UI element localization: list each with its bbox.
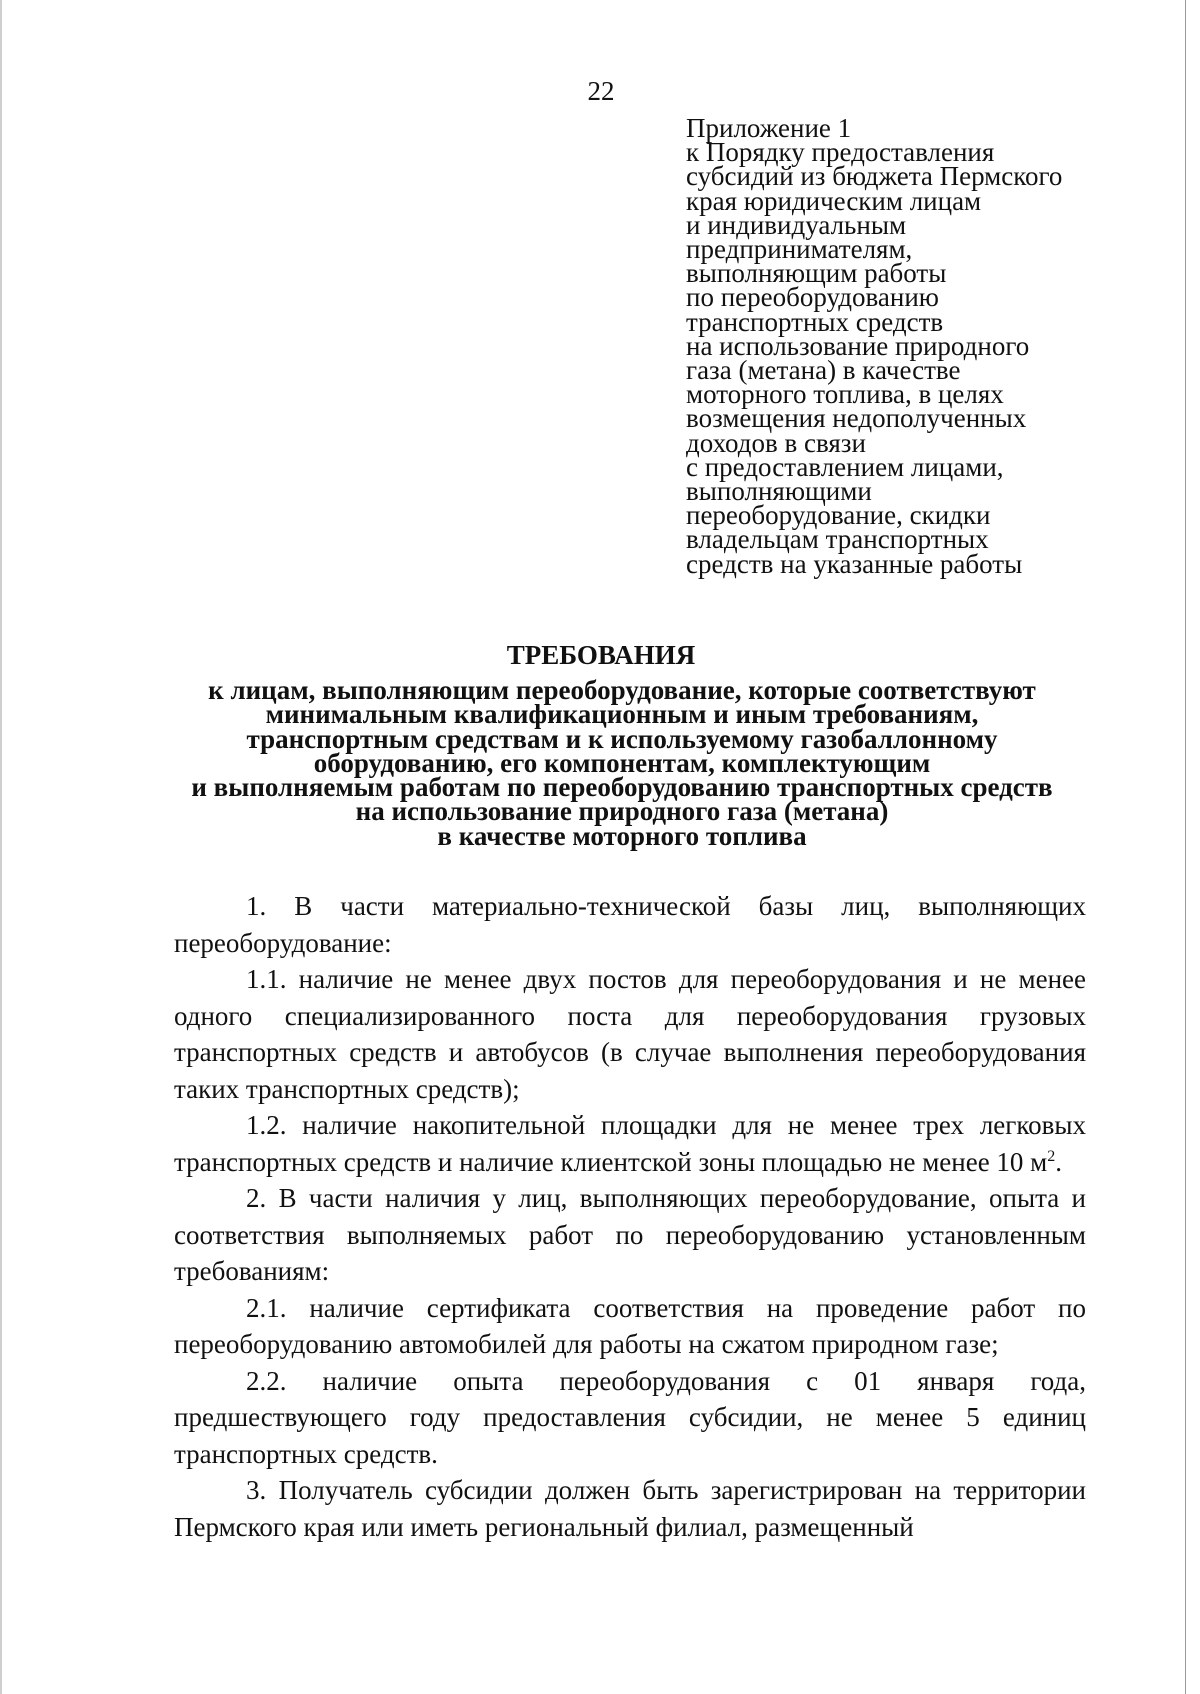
subtitle-line: минимальным квалификационным и иным требованиям, — [265, 699, 979, 730]
appendix-line: предпринимателям, — [686, 234, 913, 265]
appendix-line: с предоставлением лицами, — [686, 451, 1004, 482]
document-subtitle — [162, 675, 1082, 851]
paragraph-1-2-text: 1.2. наличие накопительной площадки для не менее трех легковых транспортных средств и наличие клиентской зоны площадью не менее 10 м — [174, 1110, 1086, 1177]
paragraph-1: 1. В части материально-технической базы лиц, выполняющих переоборудование: — [174, 891, 1086, 958]
paragraph-2-2: 2.2. наличие опыта переоборудования с 01 января года, предшествующего году предоставления субсидии, не менее 5 единиц транспортных средств. — [174, 1365, 1086, 1469]
subtitle-line: оборудованию, его компонентам, комплектующим — [313, 747, 931, 778]
appendix-line: Приложение 1 — [686, 113, 852, 143]
appendix-line: выполняющим работы — [686, 258, 947, 289]
appendix-line: владельцам транспортных — [686, 524, 989, 555]
subtitle-line: транспортным средствам и к используемому газобаллонному — [246, 723, 998, 754]
appendix-block — [686, 113, 1063, 579]
superscript-2: 2 — [1047, 1147, 1056, 1165]
appendix-line: к Порядку предоставления — [686, 137, 995, 168]
appendix-line: по переоборудованию — [686, 282, 939, 313]
appendix-line: на использование природного — [686, 330, 1030, 361]
paragraph-3: 3. Получатель субсидии должен быть зарегистрирован на территории Пермского края или иметь региональный филиал, размещенный — [174, 1475, 1086, 1542]
appendix-line: транспортных средств — [686, 306, 944, 337]
subtitle-line: к лицам, выполняющим переоборудование, которые соответствуют — [208, 675, 1036, 705]
appendix-line: моторного топлива, в целях — [686, 379, 1004, 410]
scan-edge-line — [1185, 0, 1186, 1694]
document-title: ТРЕБОВАНИЯ — [506, 640, 696, 670]
document-body — [174, 888, 1086, 1545]
appendix-line: и индивидуальным — [686, 209, 907, 240]
page-number: 22 — [587, 76, 615, 106]
paragraph-1-2 — [174, 1107, 1086, 1180]
appendix-line: выполняющими — [686, 476, 872, 507]
appendix-line: возмещения недополученных — [686, 403, 1027, 434]
subtitle-line: и выполняемым работам по переоборудованию транспортных средств — [191, 772, 1053, 803]
appendix-line: переоборудование, скидки — [686, 500, 991, 531]
appendix-line: доходов в связи — [686, 427, 866, 458]
paragraph-2: 2. В части наличия у лиц, выполняющих переоборудование, опыта и соответствия выполняемых работ по переоборудованию установленным требованиям: — [174, 1183, 1086, 1286]
appendix-line: газа (метана) в качестве — [686, 355, 961, 386]
subtitle-line: в качестве моторного топлива — [437, 820, 807, 851]
paragraph-1-1: 1.1. наличие не менее двух постов для переоборудования и не менее одного специализированного поста для переоборудования грузовых транспортных средств и автобусов (в случае выполнения переоборудования таких транспортных средств); — [174, 964, 1086, 1104]
paragraph-1-2-end: . — [1055, 1146, 1063, 1177]
appendix-line: края юридическим лицам — [686, 185, 982, 216]
appendix-line: средств на указанные работы — [686, 548, 1023, 579]
paragraph-2-1: 2.1. наличие сертификата соответствия на проведение работ по переоборудованию автомобилей для работы на сжатом природном газе; — [174, 1292, 1086, 1359]
appendix-line: субсидий из бюджета Пермского — [686, 161, 1063, 192]
subtitle-line: на использование природного газа (метана) — [355, 796, 889, 827]
